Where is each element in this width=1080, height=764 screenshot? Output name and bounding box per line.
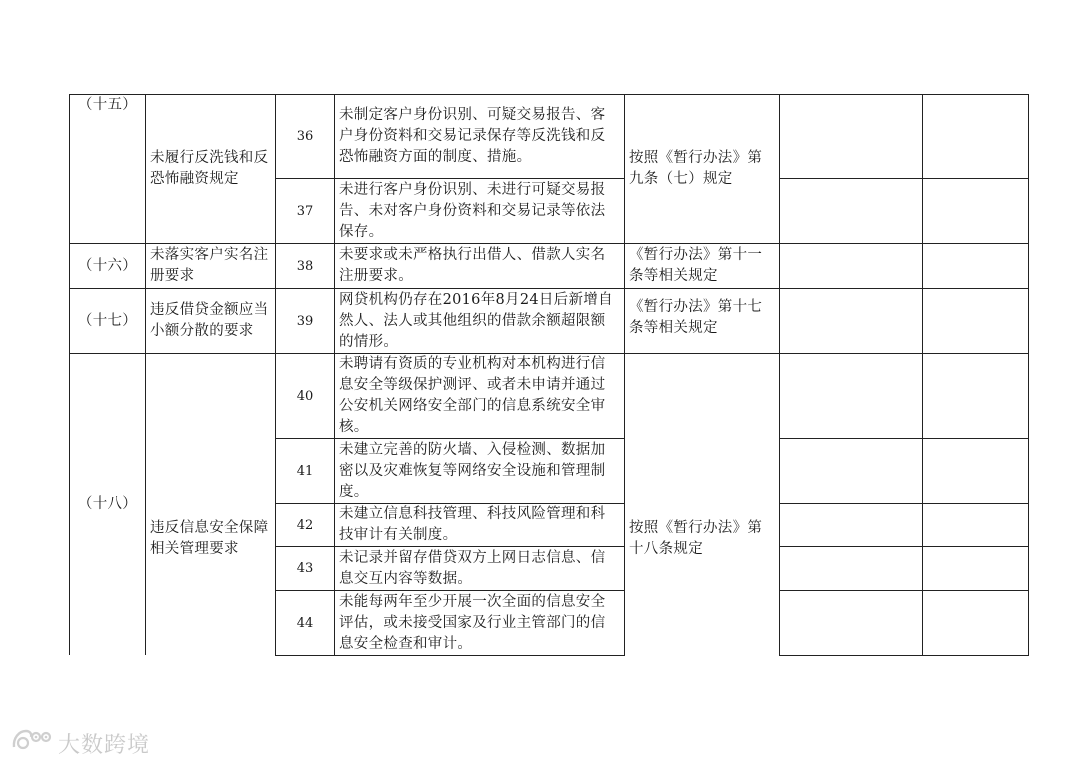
item-number bbox=[276, 504, 334, 546]
item-number bbox=[276, 547, 334, 590]
item-number-text: 39 bbox=[296, 313, 314, 329]
item-content bbox=[335, 354, 624, 438]
section-code bbox=[70, 244, 145, 288]
category-text: 违反信息安全保障相关管理要求 bbox=[150, 520, 269, 557]
item-number-text: 40 bbox=[296, 388, 314, 404]
item-content bbox=[335, 179, 624, 243]
section-code bbox=[70, 354, 145, 655]
section-basis bbox=[625, 95, 779, 243]
section-category bbox=[146, 95, 275, 243]
item-number bbox=[276, 244, 334, 288]
item-number-text: 41 bbox=[296, 463, 314, 479]
section-basis bbox=[625, 244, 779, 288]
basis-text: 《暂行办法》第十七条等相关规定 bbox=[629, 299, 763, 336]
item-content-text: 未建立信息科技管理、科技风险管理和科技审计有关制度。 bbox=[339, 506, 606, 543]
section-category bbox=[146, 244, 275, 288]
item-content-text: 未能每两年至少开展一次全面的信息安全评估，或未接受国家及行业主管部门的信息安全检查和审计。 bbox=[339, 593, 606, 652]
item-content-text: 未建立完善的防火墙、入侵检测、数据加密以及灾难恢复等网络安全设施和管理制度。 bbox=[339, 441, 606, 500]
item-number bbox=[276, 591, 334, 655]
weibo-eye-icon bbox=[10, 727, 58, 759]
section-code-text: （十八） bbox=[77, 496, 138, 512]
category-text: 违反借贷金额应当小额分散的要求 bbox=[150, 302, 269, 339]
basis-text: 按照《暂行办法》第九条（七）规定 bbox=[629, 150, 763, 187]
basis-text: 按照《暂行办法》第十八条规定 bbox=[629, 520, 763, 557]
section-code bbox=[70, 289, 145, 353]
basis-text: 《暂行办法》第十一条等相关规定 bbox=[629, 247, 763, 284]
item-content-text: 未进行客户身份识别、未进行可疑交易报告、未对客户身份资料和交易记录等依法保存。 bbox=[339, 181, 606, 240]
section-basis bbox=[625, 354, 779, 724]
section-category bbox=[146, 354, 275, 724]
item-content bbox=[335, 591, 624, 655]
item-content bbox=[335, 547, 624, 590]
section-code-text: （十六） bbox=[77, 257, 138, 274]
item-content-text: 未记录并留存借贷双方上网日志信息、信息交互内容等数据。 bbox=[339, 549, 606, 587]
section-code: （十五） bbox=[77, 97, 138, 113]
item-number bbox=[276, 95, 334, 178]
category-text: 未履行反洗钱和反恐怖融资规定 bbox=[150, 150, 269, 187]
item-content-text: 未要求或未严格执行出借人、借款人实名注册要求。 bbox=[339, 247, 606, 284]
item-number-text: 37 bbox=[296, 203, 314, 219]
item-number-text: 38 bbox=[296, 258, 314, 274]
item-content-text: 未制定客户身份识别、可疑交易报告、客户身份资料和交易记录保存等反洗钱和反恐怖融资方面的制度、措施。 bbox=[339, 107, 606, 165]
section-category bbox=[146, 289, 275, 353]
item-number-text: 43 bbox=[296, 561, 314, 576]
item-content bbox=[335, 95, 624, 178]
item-content bbox=[335, 439, 624, 503]
item-number-text: 36 bbox=[296, 129, 314, 144]
watermark bbox=[10, 728, 150, 758]
item-content bbox=[335, 244, 624, 288]
item-content-text: 未聘请有资质的专业机构对本机构进行信息安全等级保护测评、或者未申请并通过公安机关网络安全部门的信息系统安全审核。 bbox=[339, 356, 606, 435]
category-text: 未落实客户实名注册要求 bbox=[150, 247, 269, 284]
item-content bbox=[335, 289, 624, 353]
section-basis bbox=[625, 297, 779, 345]
item-content bbox=[335, 504, 624, 546]
item-number bbox=[276, 354, 334, 438]
item-number-text: 44 bbox=[296, 615, 314, 631]
item-number bbox=[276, 179, 334, 243]
item-number bbox=[276, 439, 334, 503]
section-code-text: （十七） bbox=[77, 312, 138, 329]
item-content-text: 网贷机构仍存在2016年8月24日后新增自然人、法人或其他组织的借款余额超限额的情形。 bbox=[339, 291, 613, 350]
item-number bbox=[276, 289, 334, 353]
item-number-text: 42 bbox=[296, 517, 314, 533]
watermark-text: 大数跨境 bbox=[58, 732, 151, 758]
